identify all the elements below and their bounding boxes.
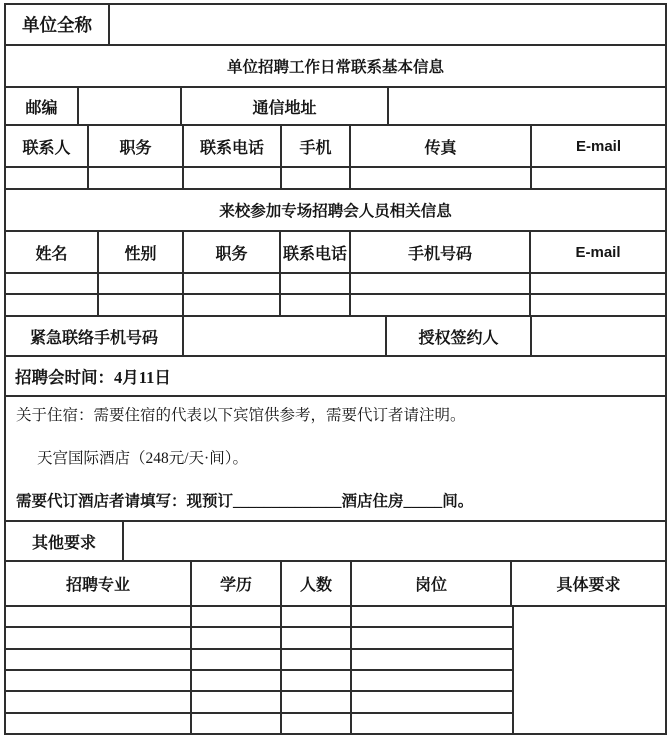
major-input[interactable] [6,671,192,690]
section-title-daily-contact: 单位招聘工作日常联系基本信息 [6,46,665,88]
attendee-name-input[interactable] [6,274,99,293]
fax-input[interactable] [351,168,532,188]
contact-header-row [6,126,665,168]
headcount-input[interactable] [282,714,352,733]
headcount-input[interactable] [282,607,352,626]
attendee-input-row [6,295,665,317]
positions-body [6,607,665,733]
fax-label: 传真 [351,126,532,166]
attendee-input-row [6,274,665,295]
position-row [6,650,512,671]
email-label: E-mail [575,137,621,155]
major-input[interactable] [6,650,192,669]
degree-input[interactable] [192,671,282,690]
headcount-input[interactable] [282,692,352,711]
authorized-signer-label: 授权签约人 [387,317,532,355]
company-name-row [6,5,665,46]
attendee-position-label: 职务 [184,232,281,272]
post-input[interactable] [352,671,512,690]
mailing-address-input[interactable] [389,88,665,124]
accommodation-row [6,397,665,522]
post-input[interactable] [352,628,512,647]
contact-input-row [6,168,665,190]
other-requirements-label: 其他要求 [6,522,124,560]
attendee-gender-input[interactable] [99,274,184,293]
major-input[interactable] [6,628,192,647]
attendee-name-input[interactable] [6,295,99,315]
attendee-phone-input[interactable] [281,295,351,315]
accommodation-intro: 关于住宿：需要住宿的代表以下宾馆供参考，需要代订者请注明。 [16,407,466,424]
degree-input[interactable] [192,650,282,669]
requirements-merged-input[interactable] [512,607,665,733]
post-input[interactable] [352,714,512,733]
contact-person-label: 联系人 [6,126,89,166]
emergency-mobile-label: 紧急联络手机号码 [6,317,184,355]
post-input[interactable] [352,692,512,711]
degree-label: 学历 [192,562,282,605]
position-row [6,607,512,628]
attendee-gender-input[interactable] [99,295,184,315]
mobile-input[interactable] [282,168,351,188]
attendee-mobile-input[interactable] [351,295,531,315]
headcount-input[interactable] [282,650,352,669]
attendee-position-input[interactable] [184,274,281,293]
postal-code-label: 邮编 [6,88,79,124]
position-input[interactable] [89,168,184,188]
email-input[interactable] [532,168,665,188]
attendee-phone-input[interactable] [281,274,351,293]
authorized-signer-input[interactable] [532,317,665,355]
attendee-email-label: E-mail [575,243,621,261]
positions-body-left [6,607,512,733]
requirements-label: 具体要求 [556,577,621,594]
headcount-label: 人数 [282,562,352,605]
attendee-email-input[interactable] [531,295,665,315]
accommodation-hotel: 天宫国际酒店（248元/天·间）。 [37,450,248,467]
emergency-signer-row [6,317,665,357]
other-requirements-input[interactable] [124,522,665,560]
attendee-position-input[interactable] [184,295,281,315]
positions-header-row [6,562,665,607]
attendee-phone-label: 联系电话 [281,232,351,272]
position-row [6,671,512,692]
post-input[interactable] [352,650,512,669]
post-label: 岗位 [352,562,512,605]
gender-label: 性别 [99,232,184,272]
mobile-label: 手机 [282,126,351,166]
position-label: 职务 [89,126,184,166]
fair-time-row [6,357,665,397]
phone-input[interactable] [184,168,282,188]
accommodation-booking: 需要代订酒店者请填写：现预订______________酒店住房_____间。 [16,493,474,510]
headcount-input[interactable] [282,628,352,647]
degree-input[interactable] [192,692,282,711]
name-label: 姓名 [6,232,99,272]
contact-person-input[interactable] [6,168,89,188]
degree-input[interactable] [192,628,282,647]
major-input[interactable] [6,714,192,733]
company-name-input[interactable] [110,5,665,44]
degree-input[interactable] [192,607,282,626]
degree-input[interactable] [192,714,282,733]
mailing-address-label: 通信地址 [182,88,389,124]
attendee-mobile-input[interactable] [351,274,531,293]
other-requirements-row [6,522,665,562]
major-label: 招聘专业 [6,562,192,605]
section-title-attendees: 来校参加专场招聘会人员相关信息 [6,190,665,232]
position-row [6,628,512,649]
fair-time-text: 招聘会时间：4月11日 [15,368,171,387]
major-input[interactable] [6,607,192,626]
accommodation-block [6,397,665,520]
position-row [6,714,512,733]
emergency-mobile-input[interactable] [184,317,387,355]
post-input[interactable] [352,607,512,626]
headcount-input[interactable] [282,671,352,690]
postal-code-input[interactable] [79,88,182,124]
attendee-email-input[interactable] [531,274,665,293]
postal-address-row [6,88,665,126]
company-name-label: 单位全称 [6,5,110,44]
attendee-mobile-label: 手机号码 [351,232,531,272]
recruitment-form [4,3,667,735]
attendee-header-row [6,232,665,274]
major-input[interactable] [6,692,192,711]
phone-label: 联系电话 [184,126,282,166]
position-row [6,692,512,713]
